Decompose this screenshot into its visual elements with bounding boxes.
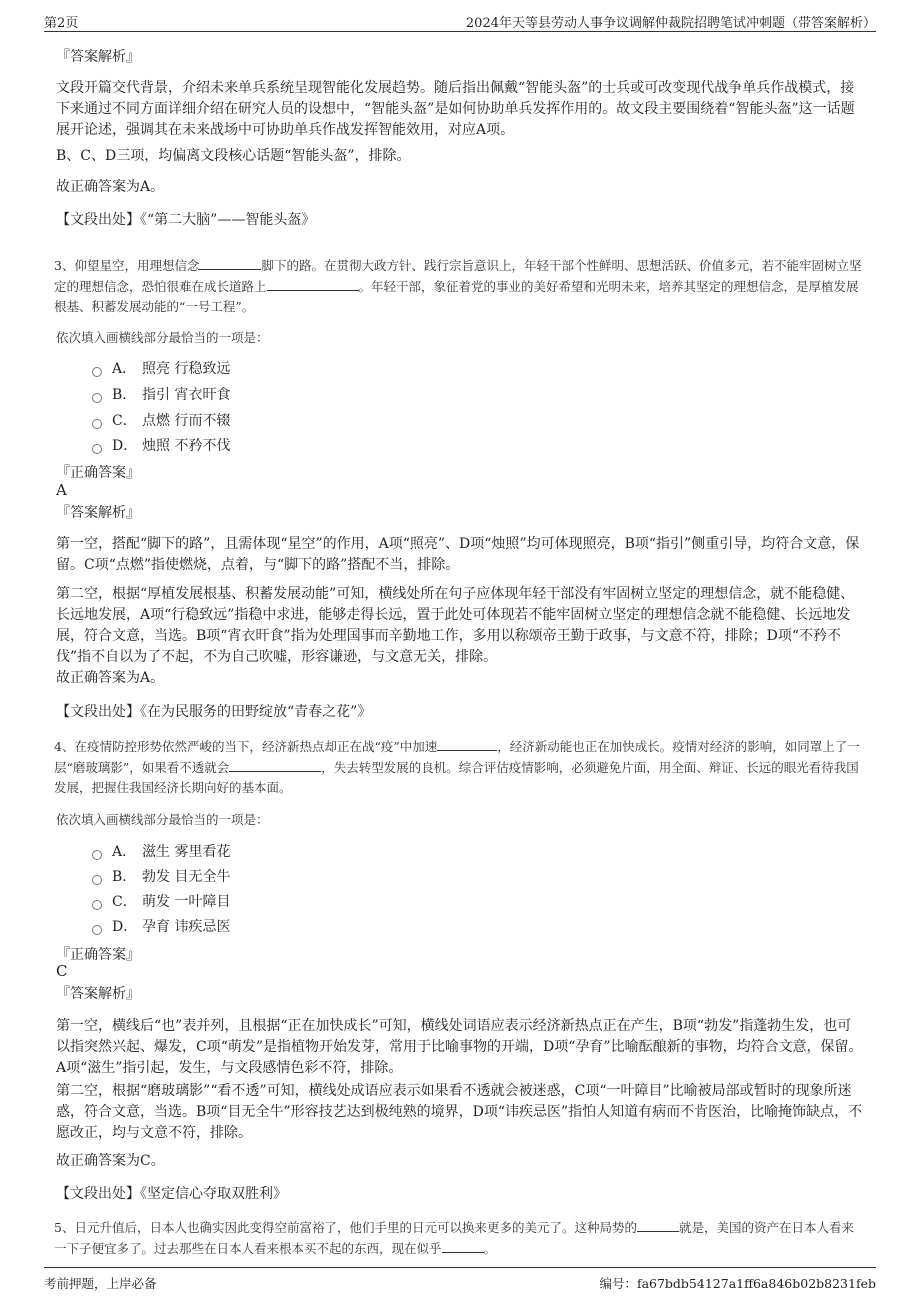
correct-answer: C [56, 962, 68, 980]
explanation-paragraph: 文段开篇交代背景，介绍未来单兵系统呈现智能化发展趋势。随后指出佩戴“智能头盔”的士兵或可改变现代战争单兵作战模式，接下来通过不同方面详细介绍在研究人员的设想中，“智能头盔”是如何协助单兵发挥作用的。故文段主要围绕着“智能头盔”这一话题展开论述，强调其在未来战场中可协助单兵作战发挥智能效用，对应A项。 [56, 80, 855, 138]
page-number: 第2页 [44, 16, 79, 31]
radio-icon[interactable] [92, 900, 102, 910]
radio-icon[interactable] [92, 875, 102, 885]
correct-answer-tag: 『正确答案』 [56, 465, 140, 481]
page-header [44, 10, 876, 32]
conclusion: 故正确答案为C。 [56, 1153, 165, 1169]
fill-blank [637, 1220, 679, 1232]
correct-answer-tag: 『正确答案』 [56, 947, 140, 963]
explanation-paragraph: B、C、D三项，均偏离文段核心话题“智能头盔”，排除。 [56, 148, 411, 164]
conclusion: 故正确答案为A。 [56, 670, 165, 686]
fill-blank [199, 258, 261, 270]
radio-icon[interactable] [92, 419, 102, 429]
answer-explanation-tag: 『答案解析』 [56, 505, 140, 521]
source-citation: 【文段出处】《坚定信心夺取双胜利》 [56, 1186, 287, 1202]
question-stem: 3、仰望星空，用理想信念 脚下的路。在贯彻大政方针、践行宗旨意识上，年轻干部个性鲜明、思想活跃、价值多元，若不能牢固树立坚定的理想信念，恐怕很难在成长道路上 。年轻干部，象征着党的事业的美好希望和光明未来，培养其坚定的理想信念，是厚植发展根基、积蓄发展动能的“一号工程”。 [54, 258, 862, 314]
document-title: 2024年天等县劳动人事争议调解仲裁院招聘笔试冲刺题（带答案解析） [465, 16, 876, 31]
fill-blank [229, 760, 321, 772]
radio-icon[interactable] [92, 444, 102, 454]
fill-blank [442, 1241, 484, 1253]
answer-explanation-tag: 『答案解析』 [56, 986, 140, 1002]
explanation-paragraph: 第二空，根据“磨玻璃影”“看不透”可知，横线处成语应表示如果看不透就会被迷惑，C项“一叶障目”比喻被局部或暂时的现象所迷惑，符合文意，当选。B项“目无全牛”形容技艺达到极纯熟的境界，D项“讳疾忌医”指怕人知道有病而不肯医治，比喻掩饰缺点，不愿改正，均与文意不符，排除。 [56, 1083, 863, 1141]
question-stem: 5、日元升值后，日本人也确实因此变得空前富裕了，他们手里的日元可以换来更多的美元了。这种局势的 就是，美国的资产在日本人看来一下子便宜多了。过去那些在日本人看来根本买不起的东西，现在似乎 。 [54, 1220, 854, 1256]
radio-icon[interactable] [92, 850, 102, 860]
explanation-paragraph: 第二空，根据“厚植发展根基、积蓄发展动能”可知，横线处所在句子应体现年轻干部没有牢固树立坚定的理想信念，就不能稳健、长远地发展，A项“行稳致远”指稳中求进，能够走得长远，置于此处可体现若不能牢固树立坚定的理想信念就不能稳健、长远地发展，符合文意，当选。B项“宵衣旰食”指为处理国事而辛勤地工作，多用以称颂帝王勤于政事，与文意不符，排除；D项“不矜不伐”指不自以为了不起，不为自己吹嘘，形容谦逊，与文意无关，排除。 [56, 586, 855, 665]
fill-blank [437, 739, 497, 751]
option-c[interactable]: C． 萌发 一叶障目 [92, 891, 230, 913]
footer-slogan: 考前押题，上岸必备 [44, 1276, 157, 1291]
radio-icon[interactable] [92, 925, 102, 935]
radio-icon[interactable] [92, 367, 102, 377]
question-stem: 4、在疫情防控形势依然严峻的当下，经济新热点却正在战“疫”中加速 ，经济新动能也正在加快成长。疫情对经济的影响，如同罩上了一层“磨玻璃影”，如果看不透就会 ，失去转型发展的良机。综合评估疫情影响，必须避免片面，用全面、辩证、长远的眼光看待我国发展，把握住我国经济长期向好的基本面。 [54, 739, 860, 795]
correct-answer: A [56, 481, 67, 499]
option-d[interactable]: D． 烛照 不矜不伐 [92, 435, 230, 457]
question-prompt: 依次填入画横线部分最恰当的一项是： [56, 330, 269, 345]
fill-blank [267, 279, 359, 291]
conclusion: 故正确答案为A。 [56, 179, 165, 195]
source-citation: 【文段出处】《“第二大脑”——智能头盔》 [56, 212, 316, 228]
explanation-paragraph: 第一空，搭配“脚下的路”，且需体现“星空”的作用，A项“照亮”、D项“烛照”均可体现照亮，B项“指引”侧重引导，均符合文意，保留。C项“点燃”指使燃烧，点着，与“脚下的路”搭配不当，排除。 [56, 536, 860, 573]
answer-explanation-tag: 『答案解析』 [56, 49, 140, 65]
source-citation: 【文段出处】《在为民服务的田野绽放“青春之花”》 [56, 704, 372, 720]
page-footer [44, 1267, 876, 1297]
option-a[interactable]: A． 滋生 雾里看花 [92, 841, 230, 863]
radio-icon[interactable] [92, 393, 102, 403]
option-b[interactable]: B． 指引 宵衣旰食 [92, 384, 230, 406]
option-b[interactable]: B． 勃发 目无全牛 [92, 866, 230, 888]
option-d[interactable]: D． 孕育 讳疾忌医 [92, 916, 230, 938]
question-prompt: 依次填入画横线部分最恰当的一项是： [56, 812, 269, 827]
document-id: 编号：fa67bdb54127a1ff6a846b02b8231feb [599, 1276, 876, 1291]
option-c[interactable]: C． 点燃 行而不辍 [92, 410, 230, 432]
explanation-paragraph: 第一空，横线后“也”表并列，且根据“正在加快成长”可知，横线处词语应表示经济新热点正在产生，B项“勃发”指蓬勃生发，也可以指突然兴起、爆发，C项“萌发”是指植物开始发芽，常用于比喻事物的开端，D项“孕育”比喻酝酿新的事物，均符合文意，保留。A项“滋生”指引起，发生，与文段感情色彩不符，排除。 [56, 1018, 863, 1076]
option-a[interactable]: A． 照亮 行稳致远 [92, 358, 230, 380]
